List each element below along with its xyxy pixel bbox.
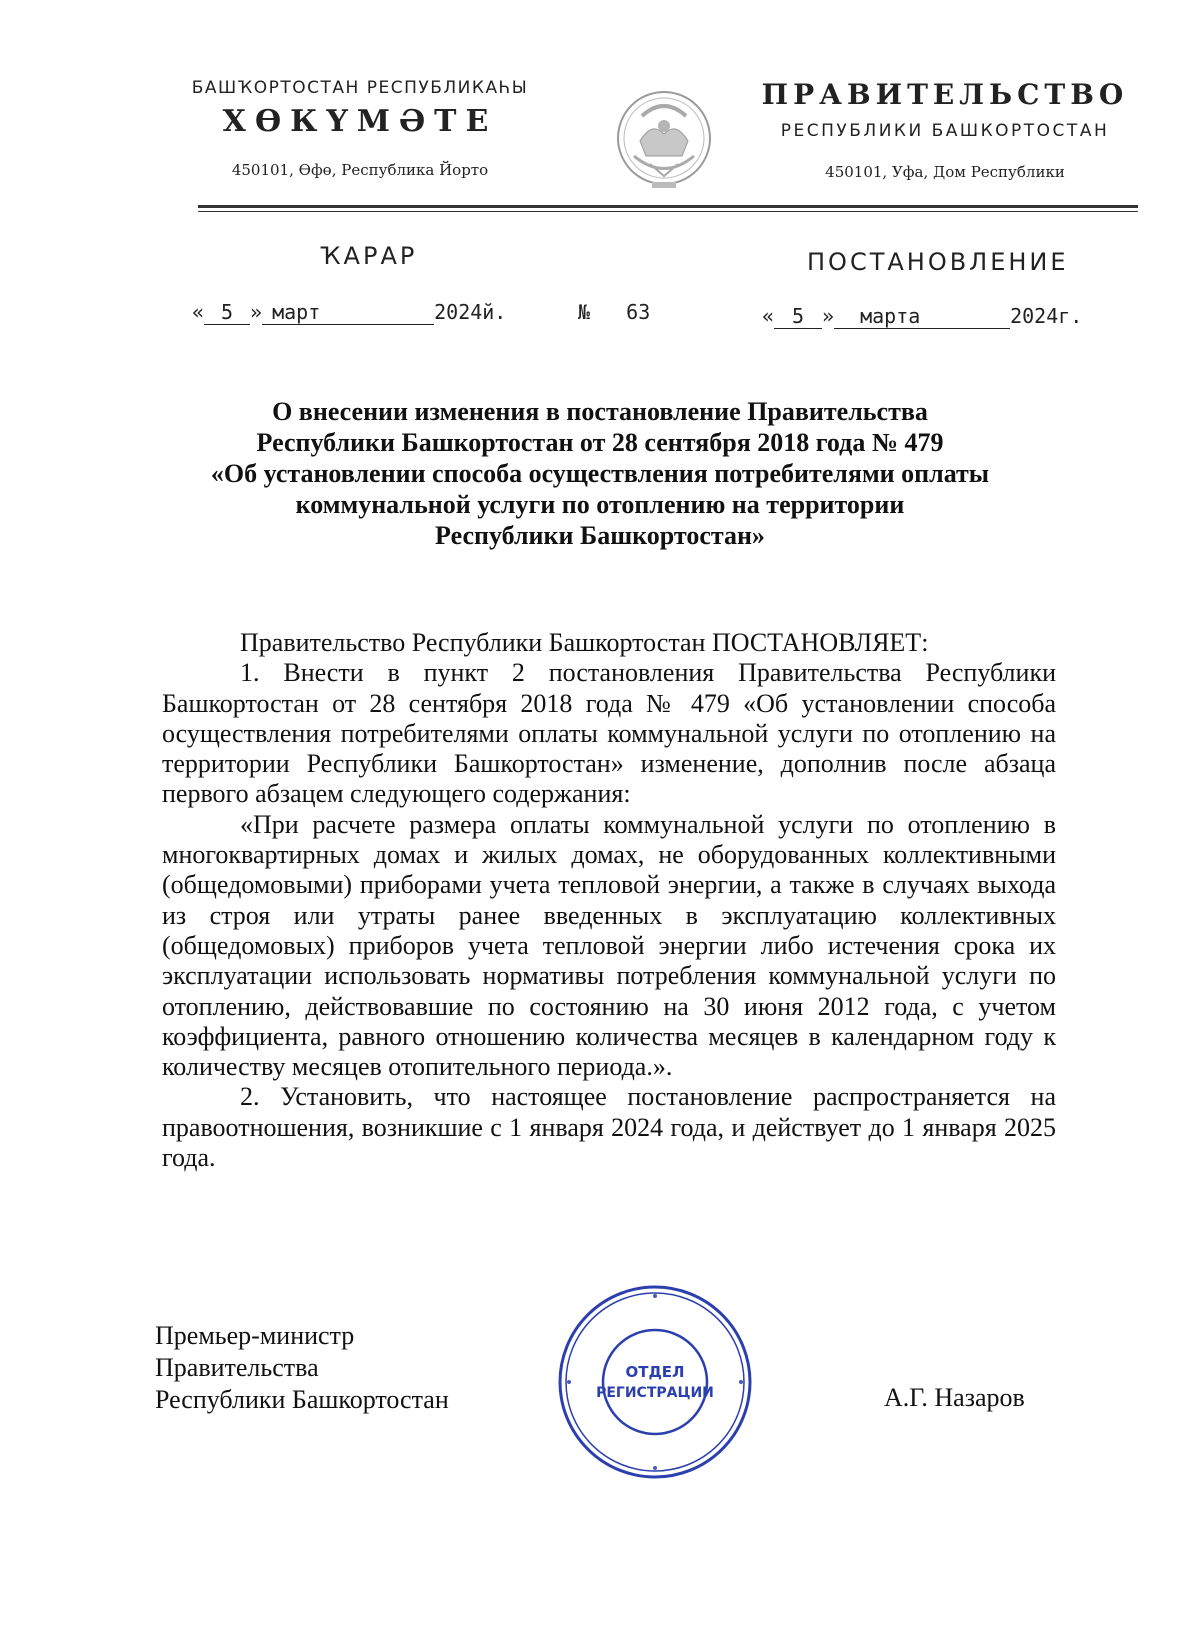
body-paragraph-2: 2. Установить, что настоящее постановление распространяется на правоотношения, возникшие с 1 января 2024 года, и действует до 1 января 2025 года. bbox=[162, 1082, 1056, 1173]
signatory-name: А.Г. Назаров bbox=[884, 1383, 1025, 1412]
stamp-center-line2: РЕГИСТРАЦИИ bbox=[596, 1385, 714, 1401]
document-number bbox=[578, 300, 650, 324]
header-divider-thick bbox=[198, 205, 1138, 208]
signatory-line: Премьер-министр bbox=[155, 1321, 355, 1350]
date-left-open-quote: « bbox=[192, 300, 205, 324]
coat-of-arms-icon bbox=[612, 86, 717, 196]
date-left-year-suffix: 24й. bbox=[458, 300, 507, 324]
registration-stamp bbox=[555, 1282, 755, 1482]
date-right-open-quote: « bbox=[762, 304, 775, 328]
title-line: Республики Башкортостан» bbox=[435, 521, 765, 550]
date-right-month: марта bbox=[834, 304, 1010, 329]
title-line: коммунальной услуги по отоплению на территории bbox=[295, 490, 905, 519]
doc-type-right: ПОСТАНОВЛЕНИЕ bbox=[807, 248, 1069, 276]
date-left-year-prefix: 20 bbox=[434, 300, 459, 324]
stamp-center-line1: ОТДЕЛ bbox=[625, 1363, 685, 1381]
header-divider-thin bbox=[198, 211, 1138, 212]
header-left-republic: БАШҠОРТОСТАН РЕСПУБЛИКАҺЫ bbox=[191, 78, 529, 98]
header-left-government: ХӨКҮМӘТЕ bbox=[222, 104, 498, 139]
body-paragraph-1: 1. Внести в пункт 2 постановления Правительства Республики Башкортостан от 28 сентября 2018 года № 479 «Об установлении способа осуществления потребителями оплаты коммунальной услуги по отоплению на территории Республики Башкортостан» изменение, дополнив после абзаца первого абзацем следующего содержания: bbox=[162, 658, 1056, 809]
title-line: «Об установлении способа осуществления потребителями оплаты bbox=[210, 459, 990, 488]
date-right-day: 5 bbox=[774, 304, 822, 329]
date-left-day: 5 bbox=[204, 300, 250, 325]
header-right-republic: РЕСПУБЛИКИ БАШКОРТОСТАН bbox=[780, 121, 1110, 141]
signatory-title bbox=[155, 1320, 449, 1416]
doc-type-left: ҠАРАР bbox=[320, 242, 418, 270]
header-right-address: 450101, Уфа, Дом Республики bbox=[825, 163, 1065, 181]
date-right-close-quote: » bbox=[822, 304, 835, 328]
signatory-line: Республики Башкортостан bbox=[155, 1385, 449, 1414]
header-left-address: 450101, Өфө, Республика Йорто bbox=[231, 161, 489, 179]
date-left-month: март bbox=[262, 300, 434, 325]
number-sign: № bbox=[578, 300, 591, 324]
document-title bbox=[170, 396, 1030, 551]
title-line: Республики Башкортостан от 28 сентября 2018 года № 479 bbox=[256, 428, 944, 457]
body-paragraph-quote: «При расчете размера оплаты коммунальной услуги по отоплению в многоквартирных домах и жилых домах, не оборудованных коллективными (общедомовыми) приборами учета тепловой энергии, а также в случаях выхода из строя или утраты ранее введенных в эксплуатацию коллективных (общедомовых) приборов учета тепловой энергии либо истечения срока их эксплуатации использовать нормативы потребления коммунальной услуги по отоплению, действовавшие по состоянию на 30 июня 2012 года, с учетом коэффициента, равного отношению количества месяцев в календарном году к количеству месяцев отопительного периода.». bbox=[162, 809, 1056, 1082]
header-right-government: ПРАВИТЕЛЬСТВО bbox=[761, 78, 1129, 111]
title-line: О внесении изменения в постановление Правительства bbox=[272, 397, 928, 426]
header-right-block bbox=[745, 78, 1145, 181]
date-left-close-quote: » bbox=[250, 300, 263, 324]
signatory-line: Правительства bbox=[155, 1353, 319, 1382]
date-right bbox=[762, 304, 1082, 329]
body-intro: Правительство Республики Башкортостан ПОСТАНОВЛЯЕТ: bbox=[240, 628, 929, 657]
header-left-block bbox=[150, 78, 570, 179]
document-body bbox=[162, 628, 1056, 1173]
number-value: 63 bbox=[626, 300, 651, 324]
date-left bbox=[192, 300, 506, 325]
date-right-year: 2024г. bbox=[1010, 304, 1083, 328]
